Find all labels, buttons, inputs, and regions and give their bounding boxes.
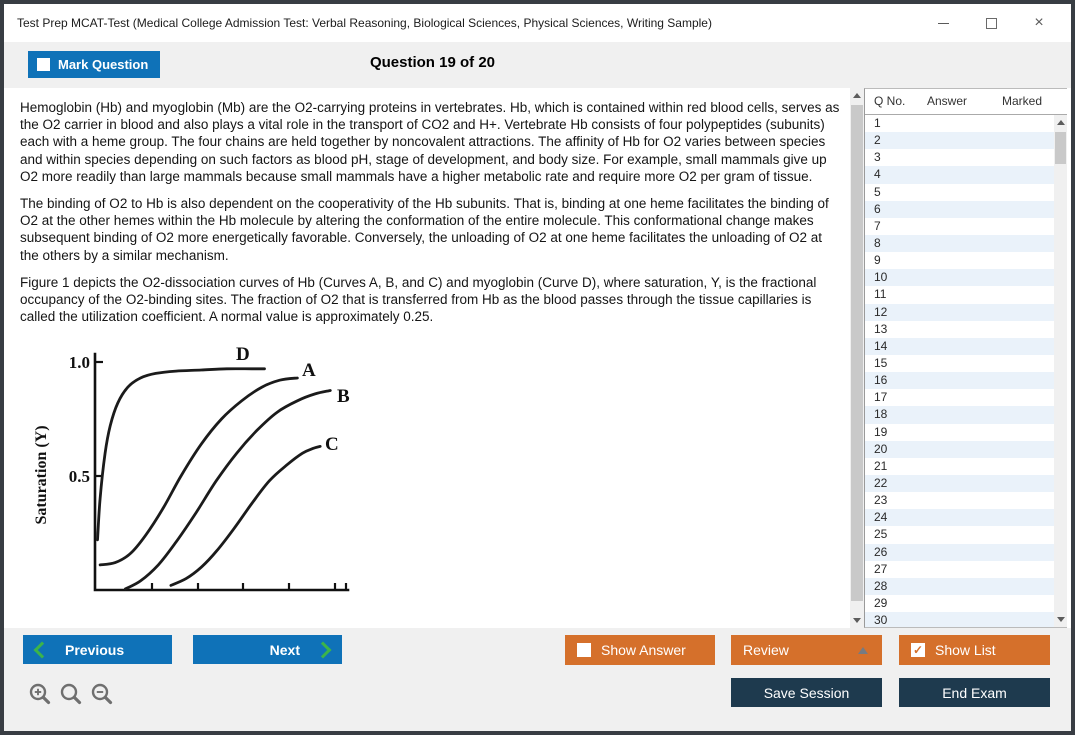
- question-row[interactable]: [865, 149, 1054, 166]
- question-row[interactable]: [865, 338, 1054, 355]
- question-row[interactable]: [865, 166, 1054, 183]
- question-row[interactable]: [865, 424, 1054, 441]
- question-row[interactable]: [865, 321, 1054, 338]
- app-window: [4, 4, 1071, 731]
- minimize-icon: [938, 23, 949, 24]
- question-number: 28: [874, 578, 888, 593]
- question-number: 24: [874, 510, 888, 525]
- question-row[interactable]: [865, 612, 1054, 627]
- question-row[interactable]: [865, 269, 1054, 286]
- zoom-reset-icon[interactable]: [59, 682, 83, 706]
- scroll-down-icon[interactable]: [1054, 612, 1067, 627]
- question-number: 30: [874, 613, 888, 627]
- chevron-left-icon: [34, 641, 51, 658]
- question-number: 6: [874, 201, 881, 216]
- next-label: Next: [269, 641, 300, 658]
- question-number: 14: [874, 338, 888, 353]
- close-button[interactable]: [1025, 11, 1053, 35]
- show-list-checkbox[interactable]: ✓: [912, 643, 924, 657]
- question-row[interactable]: [865, 252, 1054, 269]
- footer-bar: [4, 628, 1071, 731]
- question-number: 26: [874, 544, 888, 559]
- question-row[interactable]: [865, 235, 1054, 252]
- question-row[interactable]: [865, 475, 1054, 492]
- question-row[interactable]: [865, 578, 1054, 595]
- question-number: 20: [874, 441, 888, 456]
- passage-paragraph: Hemoglobin (Hb) and myoglobin (Mb) are the O2-carrying proteins in vertebrates. Hb, which is contained within red blood cells, serves as the O2 carrier in blood and also plays a vital role in the transport of CO2 and H+. Vertebrate Hb consists of four polypeptides (subunits) each with a heme group. The four chains are held together by noncovalent attractions. The affinity of Hb for O2 varies between species and within species depending on such factors as blood pH, stage of development, and body size. For example, small mammals give up O2 more readily than large mammals because small mammals have a higher metabolic rate and require more O2 per gram of tissue.: [20, 100, 840, 184]
- ytick-label-1.0: 1.0: [68, 353, 90, 373]
- column-header-qno: Q No.: [874, 94, 906, 108]
- end-exam-label: End Exam: [942, 684, 1007, 701]
- question-number: 9: [874, 253, 881, 268]
- content-area: [4, 88, 1071, 628]
- question-row[interactable]: [865, 509, 1054, 526]
- question-row[interactable]: [865, 132, 1054, 149]
- question-row[interactable]: [865, 595, 1054, 612]
- question-row[interactable]: [865, 372, 1054, 389]
- question-row[interactable]: [865, 492, 1054, 509]
- curve-label-A: A: [302, 360, 316, 382]
- question-row[interactable]: [865, 561, 1054, 578]
- maximize-button[interactable]: [977, 11, 1005, 35]
- question-number: 7: [874, 218, 881, 233]
- triangle-up-icon: [858, 647, 868, 654]
- zoom-in-icon[interactable]: [28, 682, 52, 706]
- question-list-scrollbar[interactable]: [1054, 115, 1067, 627]
- column-header-marked: Marked: [1002, 94, 1043, 108]
- question-row[interactable]: [865, 286, 1054, 303]
- show-list-label: Show List: [935, 642, 996, 658]
- question-row[interactable]: [865, 406, 1054, 423]
- mark-question-label: Mark Question: [58, 57, 149, 72]
- question-number: 11: [874, 287, 887, 302]
- passage-text: [20, 99, 848, 325]
- review-label: Review: [743, 642, 789, 658]
- passage-scrollbar[interactable]: [850, 88, 864, 628]
- title-bar: [4, 4, 1071, 42]
- question-counter: Question 19 of 20: [369, 54, 496, 71]
- question-row[interactable]: [865, 441, 1054, 458]
- question-list-area: [865, 115, 1067, 627]
- question-row[interactable]: [865, 544, 1054, 561]
- close-icon: ×: [1034, 14, 1044, 31]
- show-answer-label: Show Answer: [601, 642, 686, 658]
- question-row[interactable]: [865, 355, 1054, 372]
- show-answer-checkbox[interactable]: [577, 643, 591, 657]
- end-exam-button[interactable]: [899, 678, 1050, 707]
- show-answer-button[interactable]: [565, 635, 715, 665]
- question-number: 3: [874, 150, 881, 165]
- zoom-out-icon[interactable]: [90, 682, 114, 706]
- window-title: Test Prep MCAT-Test (Medical College Admission Test: Verbal Reasoning, Biological Sciences, Physical Sciences, Writing Sample): [17, 16, 712, 30]
- question-row[interactable]: [865, 526, 1054, 543]
- scroll-up-icon[interactable]: [1054, 115, 1067, 130]
- question-number: 29: [874, 595, 888, 610]
- scroll-up-icon[interactable]: [850, 88, 864, 103]
- question-row[interactable]: [865, 389, 1054, 406]
- curve-label-C: C: [325, 434, 339, 456]
- show-list-button[interactable]: [899, 635, 1050, 665]
- question-list-scrollbar-thumb[interactable]: [1055, 132, 1066, 164]
- question-number: 25: [874, 527, 888, 542]
- question-number: 18: [874, 407, 888, 422]
- curve-A: [100, 378, 297, 565]
- question-row[interactable]: [865, 201, 1054, 218]
- curve-B: [125, 391, 330, 589]
- passage-paragraph: Figure 1 depicts the O2-dissociation curves of Hb (Curves A, B, and C) and myoglobin (Curve D), where saturation, Y, is the fractional occupancy of the O2-binding sites. The fraction of O2 that is transferred from Hb as the blood passes through the tissue capillaries is called the utilization coefficient. A normal value is approximately 0.25.: [20, 274, 817, 325]
- curves: [98, 369, 331, 589]
- ytick-label-0.5: 0.5: [68, 467, 90, 487]
- passage-paragraph: The binding of O2 to Hb is also dependent on the cooperativity of the Hb subunits. That is, binding at one heme facilitates the binding of O2 at the other hemes within the Hb molecule by altering the conformation of the entire molecule. This conformational change makes subsequent binding of O2 more energetically favorable. Conversely, the unloading of O2 at one heme facilitates the unloading of O2 at the others by a similar mechanism.: [20, 196, 829, 263]
- question-row[interactable]: [865, 184, 1054, 201]
- chevron-right-icon: [315, 641, 332, 658]
- question-number: 5: [874, 184, 881, 199]
- question-row[interactable]: [865, 304, 1054, 321]
- save-session-label: Save Session: [763, 684, 850, 701]
- curve-label-B: B: [337, 386, 350, 408]
- column-header-answer: Answer: [927, 94, 968, 108]
- question-number: 2: [874, 133, 881, 148]
- question-number: 21: [874, 458, 888, 473]
- curve-D: [98, 369, 265, 540]
- review-button[interactable]: [731, 635, 882, 665]
- previous-button[interactable]: [23, 635, 172, 664]
- minimize-button[interactable]: [929, 11, 957, 35]
- zoom-tools: [28, 682, 114, 706]
- save-session-button[interactable]: [731, 678, 882, 707]
- header-bar: [4, 42, 1071, 88]
- question-number: 22: [874, 475, 888, 490]
- question-number: 13: [874, 321, 888, 336]
- question-number: 19: [874, 424, 888, 439]
- question-list-panel: [864, 88, 1067, 628]
- question-number: 1: [874, 116, 881, 130]
- y-axis-label: Saturation (Y): [33, 425, 50, 525]
- question-number: 4: [874, 167, 881, 182]
- question-number: 16: [874, 373, 888, 388]
- scroll-down-icon[interactable]: [850, 613, 864, 628]
- previous-label: Previous: [65, 641, 125, 658]
- question-number: 27: [874, 561, 888, 576]
- curve-label-D: D: [236, 344, 250, 366]
- question-row[interactable]: [865, 458, 1054, 475]
- passage-scrollbar-thumb[interactable]: [851, 105, 863, 601]
- question-list-rows: [865, 115, 1054, 627]
- question-number: 17: [874, 390, 888, 405]
- question-row[interactable]: [865, 218, 1054, 235]
- question-number: 8: [874, 235, 881, 250]
- question-list-header: [865, 89, 1067, 115]
- question-number: 10: [874, 270, 888, 285]
- passage-pane: [4, 88, 850, 628]
- question-row[interactable]: [865, 115, 1054, 132]
- window-controls: [929, 11, 1071, 35]
- question-number: 15: [874, 355, 888, 370]
- figure-1-dissociation-curves: [30, 340, 848, 607]
- question-number: 23: [874, 493, 888, 508]
- question-number: 12: [874, 304, 888, 319]
- next-button[interactable]: [193, 635, 342, 664]
- maximize-icon: [986, 18, 997, 29]
